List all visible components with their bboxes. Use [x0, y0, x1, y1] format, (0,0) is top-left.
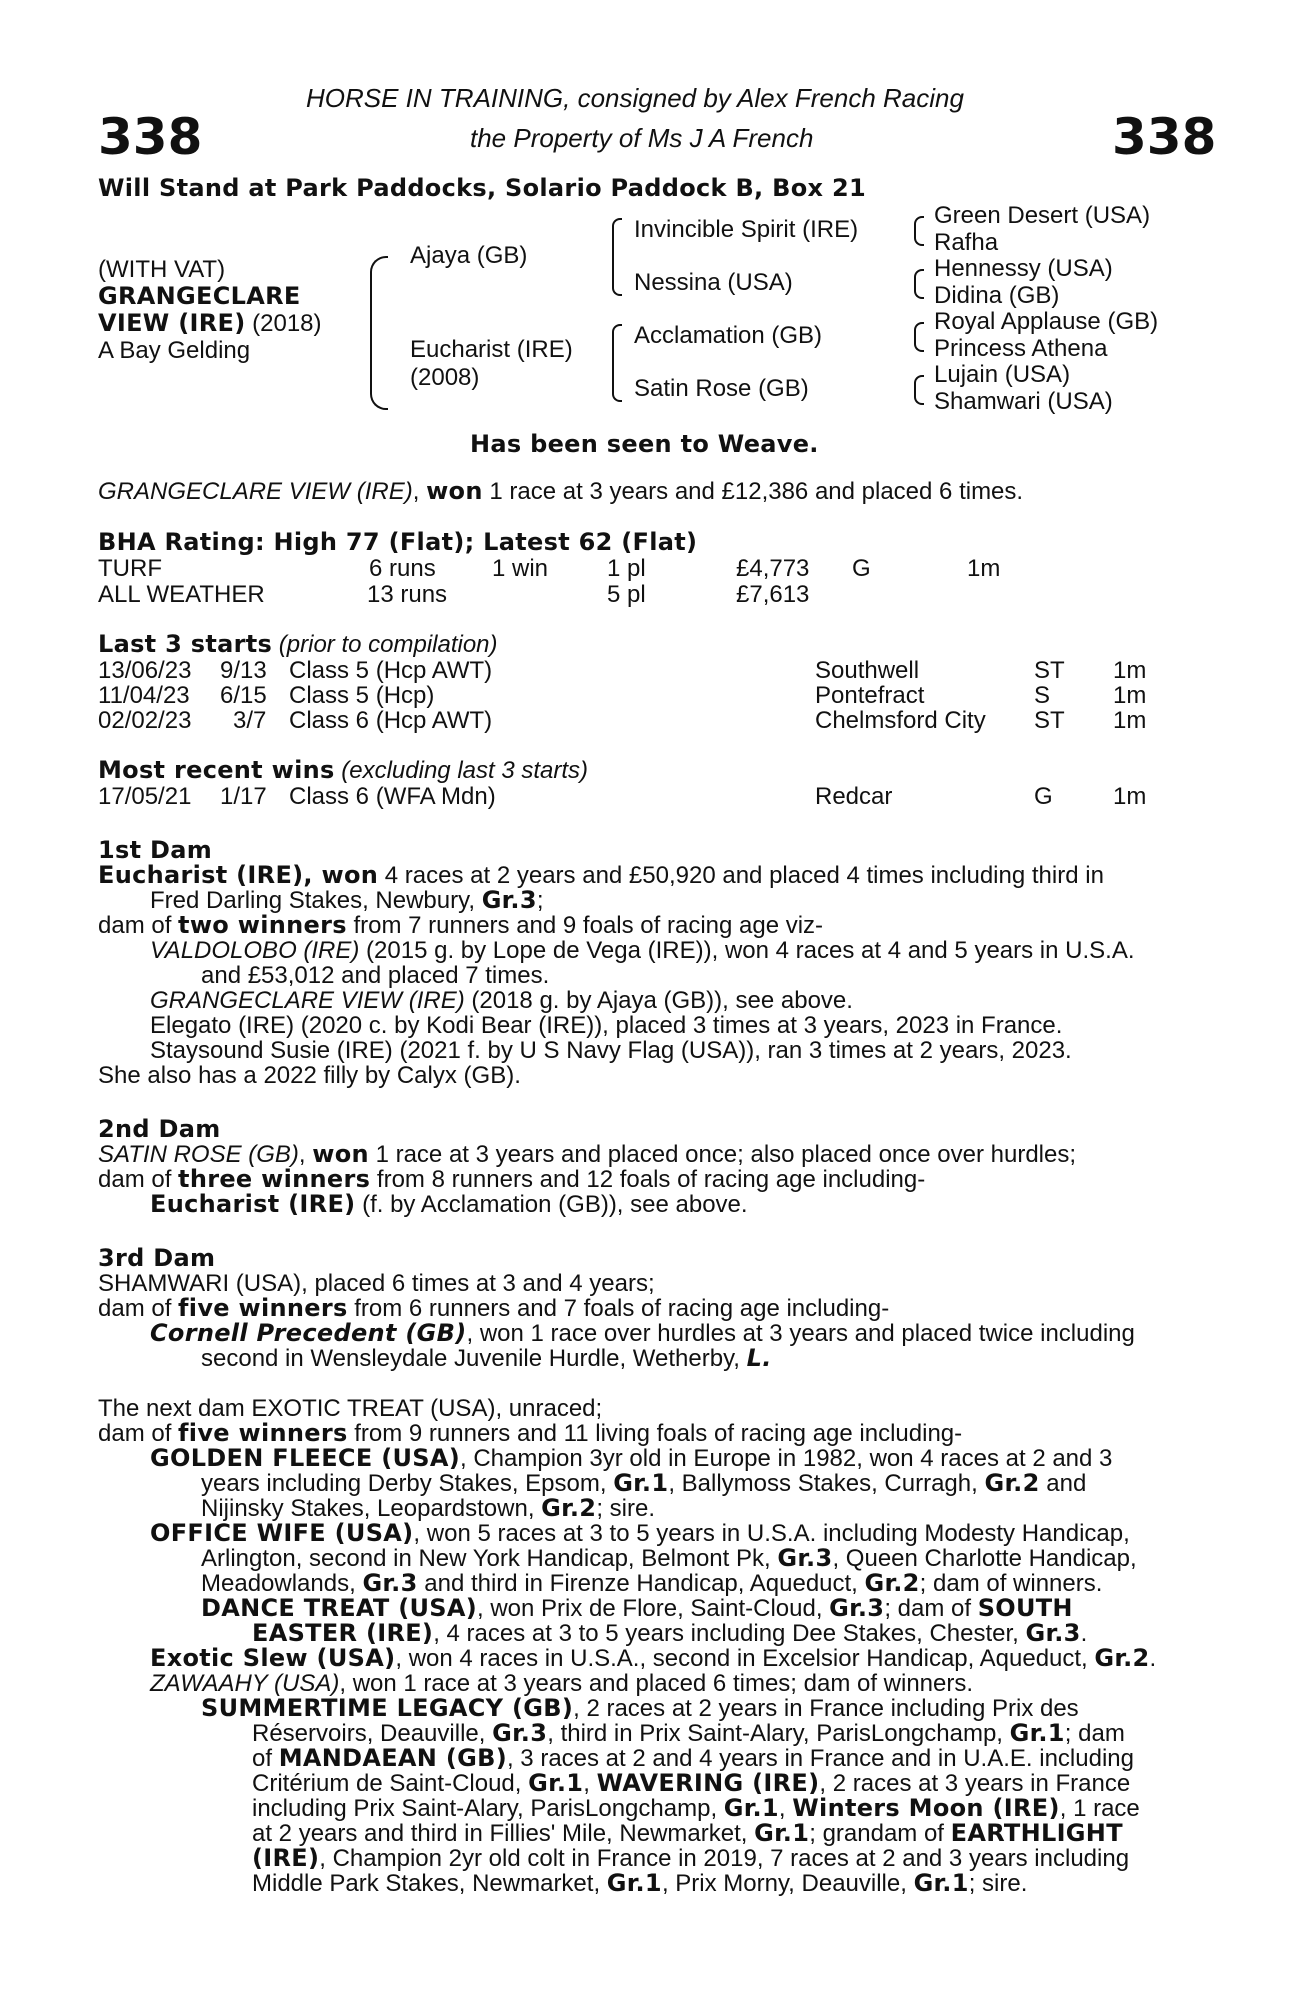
- brace-sire: [612, 218, 622, 296]
- gg-7: Lujain (USA): [934, 361, 1071, 388]
- brace-gs1: [914, 216, 924, 246]
- brace-gs2: [914, 269, 924, 299]
- race-summary: GRANGECLARE VIEW (IRE), won 1 race at 3 years and £12,386 and placed 6 times.: [98, 477, 1024, 505]
- brace-dam: [612, 324, 622, 402]
- golden-fleece-line2: years including Derby Stakes, Epsom, Gr.1, Ballymoss Stakes, Curragh, Gr.2 and: [201, 1469, 1087, 1497]
- recent-wins-heading: Most recent wins (excluding last 3 starts): [98, 756, 589, 784]
- first-dam-line4: VALDOLOBO (IRE) (2015 g. by Lope de Vega (IRE)), won 4 races at 4 and 5 years in U.S.A.: [150, 937, 1135, 964]
- next-dam-line2: dam of five winners from 9 runners and 11 living foals of racing age including-: [98, 1419, 963, 1447]
- sire-dam: Nessina (USA): [634, 269, 793, 296]
- first-dam-line6: GRANGECLARE VIEW (IRE) (2018 g. by Ajaya (GB)), see above.: [150, 987, 853, 1014]
- second-dam-line1: SATIN ROSE (GB), won 1 race at 3 years and placed once; also placed once over hurdles;: [98, 1140, 1077, 1168]
- lot-number-left: 338: [98, 108, 203, 166]
- horse-year: (2018): [245, 310, 322, 337]
- dance-treat-line2: EASTER (IRE), 4 races at 3 to 5 years including Dee Stakes, Chester, Gr.3.: [252, 1619, 1088, 1647]
- horse-name-line1: GRANGECLARE: [98, 282, 301, 310]
- pedigree-brace-main: [370, 256, 388, 410]
- summertime-legacy-line5: including Prix Saint-Alary, ParisLongchamp, Gr.1, Winters Moon (IRE), 1 race: [252, 1794, 1140, 1822]
- gg-4: Didina (GB): [934, 282, 1060, 309]
- consignor-line: HORSE IN TRAINING, consigned by Alex French Racing: [306, 83, 964, 113]
- first-dam-line5: and £53,012 and placed 7 times.: [201, 962, 550, 989]
- gg-6: Princess Athena: [934, 335, 1108, 362]
- dam-sire: Acclamation (GB): [634, 322, 823, 349]
- third-dam-heading: 3rd Dam: [98, 1244, 216, 1272]
- first-dam-heading: 1st Dam: [98, 836, 213, 864]
- last-3-heading: Last 3 starts (prior to compilation): [98, 630, 498, 658]
- bha-rating: BHA Rating: High 77 (Flat); Latest 62 (Flat): [98, 528, 698, 556]
- gg-8: Shamwari (USA): [934, 388, 1113, 415]
- first-dam-line8: Staysound Susie (IRE) (2021 f. by U S Navy Flag (USA)), ran 3 times at 2 years, 2023.: [150, 1037, 1072, 1064]
- office-wife-line1: OFFICE WIFE (USA), won 5 races at 3 to 5 years in U.S.A. including Modesty Handicap,: [150, 1519, 1130, 1547]
- golden-fleece-line1: GOLDEN FLEECE (USA), Champion 3yr old in Europe in 1982, won 4 races at 2 and 3: [150, 1444, 1113, 1472]
- sire: Ajaya (GB): [410, 242, 528, 269]
- property-line: the Property of Ms J A French: [470, 123, 814, 153]
- brace-gs4: [914, 375, 924, 405]
- second-dam-line3: Eucharist (IRE) (f. by Acclamation (GB)), see above.: [150, 1190, 748, 1218]
- third-dam-line4: second in Wensleydale Juvenile Hurdle, Wetherby, L.: [201, 1344, 772, 1372]
- dam-dam: Satin Rose (GB): [634, 375, 809, 402]
- second-dam-line2: dam of three winners from 8 runners and 12 foals of racing age including-: [98, 1165, 926, 1193]
- dam: Eucharist (IRE): [410, 336, 573, 363]
- gg-3: Hennessy (USA): [934, 255, 1113, 282]
- first-dam-line1: Eucharist (IRE), won 4 races at 2 years and £50,920 and placed 4 times including third in: [98, 861, 1104, 889]
- third-dam-line3: Cornell Precedent (GB), won 1 race over hurdles at 3 years and placed twice including: [150, 1319, 1135, 1347]
- stand-location: Will Stand at Park Paddocks, Solario Paddock B, Box 21: [98, 174, 866, 202]
- dam-year: (2008): [410, 364, 480, 391]
- gg-1: Green Desert (USA): [934, 202, 1151, 229]
- vat-note: (WITH VAT): [98, 256, 226, 283]
- summertime-legacy-line3: of MANDAEAN (GB), 3 races at 2 and 4 years in France and in U.A.E. including: [252, 1744, 1134, 1772]
- sire-sire: Invincible Spirit (IRE): [634, 216, 859, 243]
- brace-gs3: [914, 322, 924, 352]
- gg-5: Royal Applause (GB): [934, 308, 1159, 335]
- summertime-legacy-line8: Middle Park Stakes, Newmarket, Gr.1, Prix Morny, Deauville, Gr.1; sire.: [252, 1869, 1028, 1897]
- summertime-legacy-line6: at 2 years and third in Fillies' Mile, Newmarket, Gr.1; grandam of EARTHLIGHT: [252, 1819, 1123, 1847]
- horse-name: VIEW (IRE): [98, 309, 246, 337]
- summertime-legacy-line7: (IRE), Champion 2yr old colt in France in 2019, 7 races at 2 and 3 years including: [252, 1844, 1130, 1872]
- lot-number-right: 338: [1112, 108, 1217, 166]
- gg-2: Rafha: [934, 229, 999, 256]
- summertime-legacy-line1: SUMMERTIME LEGACY (GB), 2 races at 2 years in France including Prix des: [201, 1694, 1079, 1722]
- exotic-slew-line: Exotic Slew (USA), won 4 races in U.S.A., second in Excelsior Handicap, Aqueduct, Gr.2.: [150, 1644, 1157, 1672]
- horse-description: A Bay Gelding: [98, 337, 251, 364]
- horse-name-line2: [98, 311, 322, 336]
- first-dam-line9: She also has a 2022 filly by Calyx (GB).: [98, 1062, 521, 1089]
- summertime-legacy-line4: Critérium de Saint-Cloud, Gr.1, WAVERING (IRE), 2 races at 3 years in France: [252, 1769, 1131, 1797]
- vice-note: Has been seen to Weave.: [470, 430, 819, 458]
- first-dam-line7: Elegato (IRE) (2020 c. by Kodi Bear (IRE)), placed 3 times at 3 years, 2023 in France.: [150, 1012, 1063, 1039]
- golden-fleece-line3: Nijinsky Stakes, Leopardstown, Gr.2; sire.: [201, 1494, 655, 1522]
- zawaahy-line: ZAWAAHY (USA), won 1 race at 3 years and placed 6 times; dam of winners.: [150, 1670, 974, 1697]
- first-dam-line3: dam of two winners from 7 runners and 9 foals of racing age viz-: [98, 911, 824, 939]
- office-wife-line2: Arlington, second in New York Handicap, Belmont Pk, Gr.3, Queen Charlotte Handicap,: [201, 1544, 1137, 1572]
- first-dam-line2: Fred Darling Stakes, Newbury, Gr.3;: [150, 886, 544, 914]
- third-dam-line1: SHAMWARI (USA), placed 6 times at 3 and 4 years;: [98, 1270, 655, 1297]
- next-dam-line1: The next dam EXOTIC TREAT (USA), unraced;: [98, 1395, 603, 1422]
- office-wife-line3: Meadowlands, Gr.3 and third in Firenze Handicap, Aqueduct, Gr.2; dam of winners.: [201, 1569, 1103, 1597]
- third-dam-line2: dam of five winners from 6 runners and 7 foals of racing age including-: [98, 1294, 890, 1322]
- second-dam-heading: 2nd Dam: [98, 1115, 221, 1143]
- dance-treat-line1: DANCE TREAT (USA), won Prix de Flore, Saint-Cloud, Gr.3; dam of SOUTH: [201, 1594, 1073, 1622]
- summertime-legacy-line2: Réservoirs, Deauville, Gr.3, third in Prix Saint-Alary, ParisLongchamp, Gr.1; dam: [252, 1719, 1125, 1747]
